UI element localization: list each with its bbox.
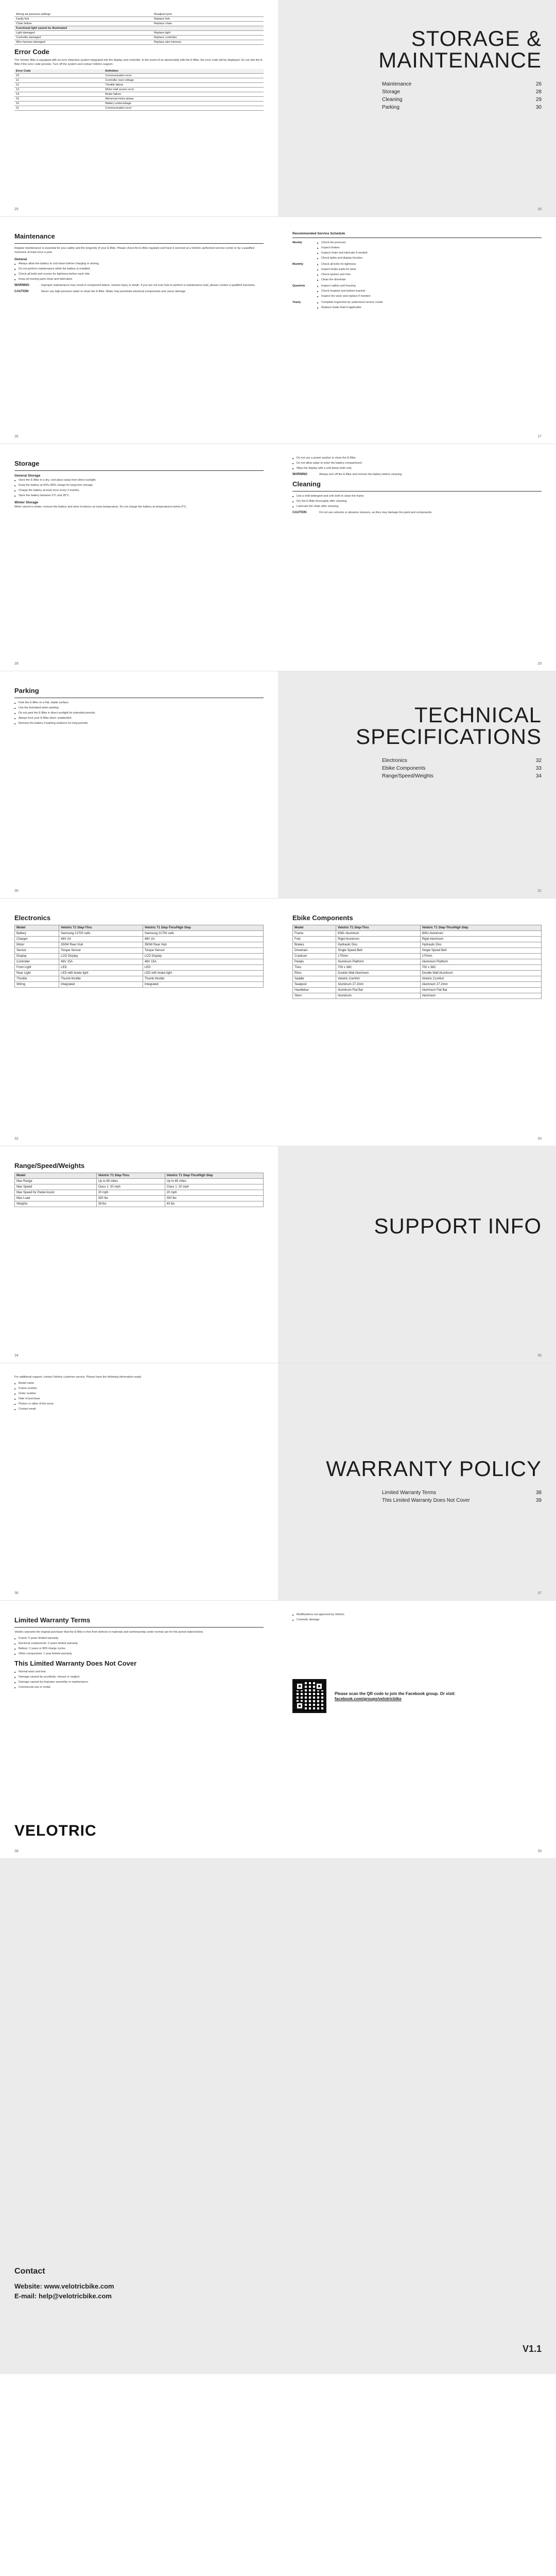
table-row: Max Range Up to 65 miles Up to 65 miles <box>15 1179 264 1184</box>
list-item: ■ Dry the E-Bike thoroughly after cleaning. <box>292 500 542 504</box>
table-row: Fork Rigid Aluminum Rigid Aluminum <box>293 937 542 942</box>
list-item: ■ Other components: 1 year limited warranty. <box>14 1652 264 1656</box>
list-item: ■ Replace brake fluid if applicable <box>317 306 542 310</box>
list-item: ■ Always lock your E-Bike when unattended. <box>14 717 264 721</box>
list-item: ■ Cosmetic damage. <box>292 1618 542 1622</box>
caution-label: CAUTION <box>14 290 29 293</box>
list-item: ■ Check headset and bottom bracket <box>317 290 542 294</box>
website-link[interactable]: Website: www.velotricbike.com <box>14 2282 114 2290</box>
list-item: ■ Use a mild detergent and soft cloth to clean the frame. <box>292 495 542 499</box>
velotric-logo: VELOTRIC <box>14 1822 97 1839</box>
page-parking <box>0 671 278 898</box>
page-section-storage-maintenance <box>278 0 556 216</box>
schedule-row: Quarterly ■ Inspect cables and housing ■ Check headset and bottom bracket ■ Inspect tire wear and replace if needed <box>292 284 542 300</box>
caution-text: Do not use solvents or abrasive cleaners, as they may damage the paint and components. <box>319 511 432 514</box>
section-toc <box>382 80 542 111</box>
qr-code-icon[interactable] <box>292 1679 326 1713</box>
section-title-2: MAINTENANCE <box>378 48 542 72</box>
table-row: Pedals Aluminum Platform Aluminum Platform <box>293 959 542 965</box>
list-item: ■ Park the E-Bike on a flat, stable surface. <box>14 701 264 705</box>
list-item: ■ Commercial use or rental. <box>14 1686 264 1690</box>
cleaning-title: Cleaning <box>292 480 321 488</box>
table-row: Seatpost Aluminum 27.2mm Aluminum 27.2mm <box>293 982 542 988</box>
divider <box>14 243 264 244</box>
table-row: Max Speed Class 1: 20 mph Class 1: 20 mph <box>15 1184 264 1190</box>
range-table <box>14 1173 264 1207</box>
table-row: 11 Controller over-voltage <box>14 78 264 82</box>
spread-5 <box>0 899 556 1146</box>
page-number: 39 <box>537 1850 542 1853</box>
page-cleaning <box>278 444 556 671</box>
page-number: 30 <box>14 889 19 893</box>
page-community <box>278 1601 556 1858</box>
list-item: ■ Inspect tire wear and replace if needed <box>317 295 542 299</box>
components-table <box>292 925 542 999</box>
list-item: ■ Complete inspection by authorized service center <box>317 301 542 305</box>
list-item: ■ Normal wear and tear. <box>14 1670 264 1674</box>
qr-instruction: Please scan the QR code to join the Facebook group. Or visit: <box>335 1691 456 1696</box>
list-item: ■ Store the E-Bike in a dry, cool place away from direct sunlight. <box>14 479 264 483</box>
warning-block <box>292 473 542 477</box>
table-row: Rims Double Wall Aluminum Double Wall Aluminum <box>293 971 542 976</box>
table-row: Max Speed for Pedal Assist 20 mph 20 mph <box>15 1190 264 1196</box>
list-item: ■ Frame: 5 years limited warranty. <box>14 1637 264 1641</box>
table-row: Handlebar Aluminum Flat Bar Aluminum Flat Bar <box>293 988 542 993</box>
table-row: Throttle Thumb throttle Thumb throttle <box>15 976 264 982</box>
warranty-terms-title: Limited Warranty Terms <box>14 1616 91 1624</box>
page-number: 34 <box>14 1354 19 1358</box>
page-ebike-components <box>278 899 556 1146</box>
table-row: Faulty fork Replace fork <box>14 17 264 22</box>
page-number: 31 <box>537 889 542 893</box>
spread-1 <box>0 0 556 217</box>
parking-title: Parking <box>14 687 39 694</box>
table-row: Brakes Hydraulic Disc Hydraulic Disc <box>293 942 542 948</box>
list-item: ■ Clean the drivetrain <box>317 278 542 282</box>
list-item: ■ Damage caused by improper assembly or maintenance. <box>14 1681 264 1685</box>
contact-title: Contact <box>14 2267 45 2276</box>
warning-block <box>14 284 264 288</box>
error-code-table <box>14 69 264 111</box>
maintenance-intro: Regular maintenance is essential for your safety and the longevity of your E-Bike. Please check the E-Bike regularly and have it serviced at a Velotric authorized service center or by a qualified mechanic at least once a year. <box>14 247 254 254</box>
page-troubleshooting <box>0 0 278 216</box>
table-header: Model Velotric T1 Step-Thru Velotric T1 Step-Thru/High Step <box>15 925 264 931</box>
caution-block <box>292 511 542 515</box>
general-subhead: General <box>14 257 27 261</box>
list-item: ■ Do not use a power washer to clean the E-Bike. <box>292 456 542 461</box>
table-row: 13 Motor Hall sensor error <box>14 87 264 92</box>
components-title: Ebike Components <box>292 914 353 922</box>
list-item: ■ Lubricate the chain after cleaning. <box>292 505 542 509</box>
page-maintenance <box>0 217 278 444</box>
spread-3 <box>0 444 556 671</box>
section-title: SUPPORT INFO <box>374 1214 542 1238</box>
table-row: Weights 39 lbs 40 lbs <box>15 1201 264 1207</box>
qr-block <box>292 1679 542 1713</box>
list-item: ■ Check spokes and rims <box>317 273 542 277</box>
spread-7 <box>0 1363 556 1601</box>
table-row: Battery Samsung 21700 cells Samsung 21700 cells <box>15 931 264 937</box>
list-item: ■ Do not park the E-Bike in direct sunlight for extended periods. <box>14 711 264 716</box>
toc-item[interactable]: Storage 28 <box>382 89 542 95</box>
list-item: ■ Inspect brakes <box>317 246 542 250</box>
table-row: Crankset 170mm 170mm <box>293 954 542 959</box>
table-row: Light damaged Replace light <box>14 31 264 36</box>
not-cover-title: This Limited Warranty Does Not Cover <box>14 1659 137 1667</box>
table-row: 10 Communication error <box>14 73 264 78</box>
divider <box>14 470 264 471</box>
page-section-support <box>278 1146 556 1363</box>
toc-item[interactable]: This Limited Warranty Does Not Cover 39 <box>382 1498 542 1503</box>
list-item: ■ Check lights and display function <box>317 257 542 261</box>
list-item: ■ Check all bolts and screws for tightness before each ride. <box>14 273 264 277</box>
toc-item[interactable]: Parking 30 <box>382 105 542 110</box>
page-number: 25 <box>14 208 19 211</box>
page-limited-warranty <box>0 1601 278 1858</box>
list-item: ■ Check tire pressure <box>317 241 542 245</box>
back-cover <box>0 1859 556 2374</box>
list-item: ■ Charge the battery at least once every 3 months. <box>14 489 264 493</box>
list-item: ■ Store the battery between 0°C and 35°C. <box>14 494 264 498</box>
electronics-table <box>14 925 264 988</box>
table-row: 14 Brake failure <box>14 92 264 96</box>
back-cover-left <box>0 1859 278 2374</box>
table-row: Wrong air pressure settings Readjust tyres <box>14 12 264 17</box>
list-item: ■ Always allow the battery to cool down before charging or storing. <box>14 262 264 266</box>
spread-6 <box>0 1146 556 1363</box>
list-item: ■ Electrical components: 2 years limited warranty. <box>14 1642 264 1646</box>
maintenance-title: Maintenance <box>14 232 55 240</box>
page-electronics <box>0 899 278 1146</box>
toc-item[interactable]: Maintenance 26 <box>382 81 542 87</box>
page-number: 26 <box>537 208 542 211</box>
list-item: ■ Contact email <box>14 1408 264 1412</box>
table-row: Max Load 300 lbs 300 lbs <box>15 1196 264 1201</box>
range-title: Range/Speed/Weights <box>14 1162 85 1170</box>
table-row: Stem Aluminum Aluminum <box>293 993 542 999</box>
list-item: ■ Use the kickstand when parking. <box>14 706 264 710</box>
page-number: 35 <box>537 1354 542 1358</box>
spread-8 <box>0 1601 556 1859</box>
page-number: 33 <box>537 1137 542 1141</box>
section-title: WARRANTY POLICY <box>326 1456 542 1481</box>
spread-2 <box>0 217 556 444</box>
schedule-row: Monthly ■ Check all bolts for tightness ■ Inspect brake pads for wear ■ Check spokes and rims ■ Clean the drivetrain <box>292 263 542 283</box>
table-row: Tires 700 x 38C 700 x 38C <box>293 965 542 971</box>
page-number: 36 <box>14 1591 19 1595</box>
page-storage <box>0 444 278 671</box>
spread-4 <box>0 671 556 899</box>
warning-label: WARNING <box>14 283 29 287</box>
table-row: Rear Light LED with brake light LED with brake light <box>15 971 264 976</box>
page-service-schedule <box>278 217 556 444</box>
page-section-warranty <box>278 1363 556 1600</box>
divider <box>292 491 542 492</box>
warning-text: Improper maintenance may result in component failure, serious injury or death. If you are not sure how to perform a maintenance task, please contact a qualified mechanic. <box>41 283 256 287</box>
list-item: ■ Date of purchase <box>14 1397 264 1401</box>
schedule-row: Weekly ■ Check tire pressure ■ Inspect brakes ■ Inspect chain and lubricate if needed ■ Check lights and display function <box>292 241 542 262</box>
list-item: ■ Inspect cables and housing <box>317 284 542 289</box>
table-row: Wire harness damaged Replace wire harness <box>14 40 264 45</box>
table-header: Model Velotric T1 Step-Thru Velotric T1 Step-Thru/High Step <box>15 1173 264 1179</box>
email-link[interactable]: E-mail: help@velotricbike.com <box>14 2292 112 2300</box>
page-number: 26 <box>14 435 19 438</box>
back-cover-right <box>278 1859 556 2374</box>
table-row: Drivetrain Single Speed Belt Single Speed Belt <box>293 948 542 954</box>
page-support-info <box>0 1363 278 1600</box>
list-item: ■ Wipe the display with a soft damp cloth only. <box>292 467 542 471</box>
table-row: 15 Abnormal motor phase <box>14 96 264 101</box>
warning-text: Always turn off the E-Bike and remove the battery before cleaning. <box>319 472 403 476</box>
list-item: ■ Battery: 2 years or 800 charge cycles. <box>14 1647 264 1651</box>
table-row: 12 Throttle failure <box>14 82 264 87</box>
list-item: ■ Check all bolts for tightness <box>317 263 542 267</box>
schedule-row: Yearly ■ Complete inspection by authorized service center ■ Replace brake fluid if applicable <box>292 301 542 311</box>
general-storage-subhead: General Storage <box>14 474 41 478</box>
list-item: ■ Keep all moving parts clean and lubricated. <box>14 278 264 282</box>
page-number: 38 <box>14 1850 19 1853</box>
table-row: Frame 6061 Aluminum 6061 Aluminum <box>293 931 542 937</box>
electronics-title: Electronics <box>14 914 51 922</box>
list-item: ■ Keep the battery at 50%–80% charge for long-term storage. <box>14 484 264 488</box>
version-label: V1.1 <box>522 2344 542 2354</box>
page-range-speed-weights <box>0 1146 278 1363</box>
list-item: ■ Remove the battery if parking outdoors for long periods. <box>14 722 264 726</box>
list-item: ■ Do not perform maintenance while the battery is installed. <box>14 267 264 272</box>
section-toc <box>382 757 542 780</box>
section-title: STORAGE & <box>411 26 542 50</box>
facebook-link[interactable]: facebook.com/groups/velotricbike <box>335 1697 402 1702</box>
troubleshoot-table <box>14 12 264 45</box>
page-number: 32 <box>14 1137 19 1141</box>
table-row: 21 Communication error <box>14 106 264 110</box>
support-intro: For additional support, contact Velotric customer service. Please have the following information ready: <box>14 1376 142 1379</box>
divider <box>14 1627 264 1628</box>
storage-title: Storage <box>14 460 40 467</box>
list-item: ■ Frame number <box>14 1387 264 1391</box>
section-title: TECHNICAL <box>414 703 542 727</box>
section-title-2: SPECIFICATIONS <box>356 724 542 749</box>
table-row: Sensor Torque Sensor Torque Sensor <box>15 948 264 954</box>
section-toc <box>382 1489 542 1504</box>
table-row: Front Light LED LED <box>15 965 264 971</box>
table-row: Display LCD Display LCD Display <box>15 954 264 959</box>
caution-label: CAUTION <box>292 511 307 514</box>
table-row: Charger 48V 2A 48V 2A <box>15 937 264 942</box>
list-item: ■ Modifications not approved by Velotric. <box>292 1613 542 1617</box>
toc-item[interactable]: Ebike Components 33 <box>382 766 542 771</box>
table-row: Saddle Velotric Comfort Velotric Comfort <box>293 976 542 982</box>
table-row: Chain failure Replace chain <box>14 22 264 26</box>
list-item: ■ Inspect brake pads for wear <box>317 268 542 272</box>
list-item: ■ Do not allow water to enter the battery compartment. <box>292 462 542 466</box>
table-row: 16 Battery undervoltage <box>14 101 264 106</box>
toc-item[interactable]: Electronics 32 <box>382 758 542 764</box>
toc-item[interactable]: Cleaning 29 <box>382 97 542 103</box>
table-row: Controller damaged Replace controller <box>14 36 264 40</box>
table-row: Motor 350W Rear Hub 350W Rear Hub <box>15 942 264 948</box>
list-item: ■ Inspect chain and lubricate if needed <box>317 251 542 256</box>
list-item: ■ Order number <box>14 1392 264 1396</box>
toc-item[interactable]: Range/Speed/Weights 34 <box>382 773 542 779</box>
caution-text: Never use high pressure water to clean the E-Bike. Water may penetrate electrical components and cause damage. <box>41 290 186 293</box>
page-number: 28 <box>14 662 19 666</box>
table-header: Error Code Definition <box>14 69 264 74</box>
toc-item[interactable]: Limited Warranty Terms 38 <box>382 1490 542 1496</box>
schedule-title: Recommended Service Schedule <box>292 232 345 235</box>
caution-block <box>14 290 264 294</box>
page-number: 37 <box>537 1591 542 1595</box>
warranty-intro: Velotric warrants the original purchaser that the E-Bike is free from defects in materials and workmanship under normal use for the period stated below. <box>14 1631 204 1634</box>
list-item: ■ Photos or video of the issue <box>14 1402 264 1406</box>
list-item: ■ Damage caused by accidents, misuse or neglect. <box>14 1675 264 1680</box>
list-item: ■ Model name <box>14 1382 264 1386</box>
error-code-title: Error Code <box>14 48 49 56</box>
table-row: Functional light cannot be illuminated <box>14 26 264 31</box>
winter-storage-subhead: Winter Storage <box>14 500 39 504</box>
contact-block <box>14 2267 114 2302</box>
warning-label: WARNING <box>292 472 307 476</box>
page-section-tech-specs <box>278 671 556 898</box>
table-row: Wiring Integrated Integrated <box>15 982 264 988</box>
table-header: Model Velotric T1 Step-Thru Velotric T1 Step-Thru/High Step <box>293 925 542 931</box>
page-number: 29 <box>537 662 542 666</box>
winter-storage-text: When stored in winter, remove the battery and store it indoors at room temperature. Do not charge the battery at temperatures below 0°C. <box>14 505 187 509</box>
error-code-intro: The Velotric Bike is equipped with an error detection system integrated into the display and controller. In the event of an abnormality with the E-Bike, the error code will be displayed. Do not ride the E-Bike if the error code persists. Turn off the system and contact Velotric support. <box>14 59 264 66</box>
table-row: Controller 48V 15A 48V 15A <box>15 959 264 965</box>
page-number: 27 <box>537 435 542 438</box>
